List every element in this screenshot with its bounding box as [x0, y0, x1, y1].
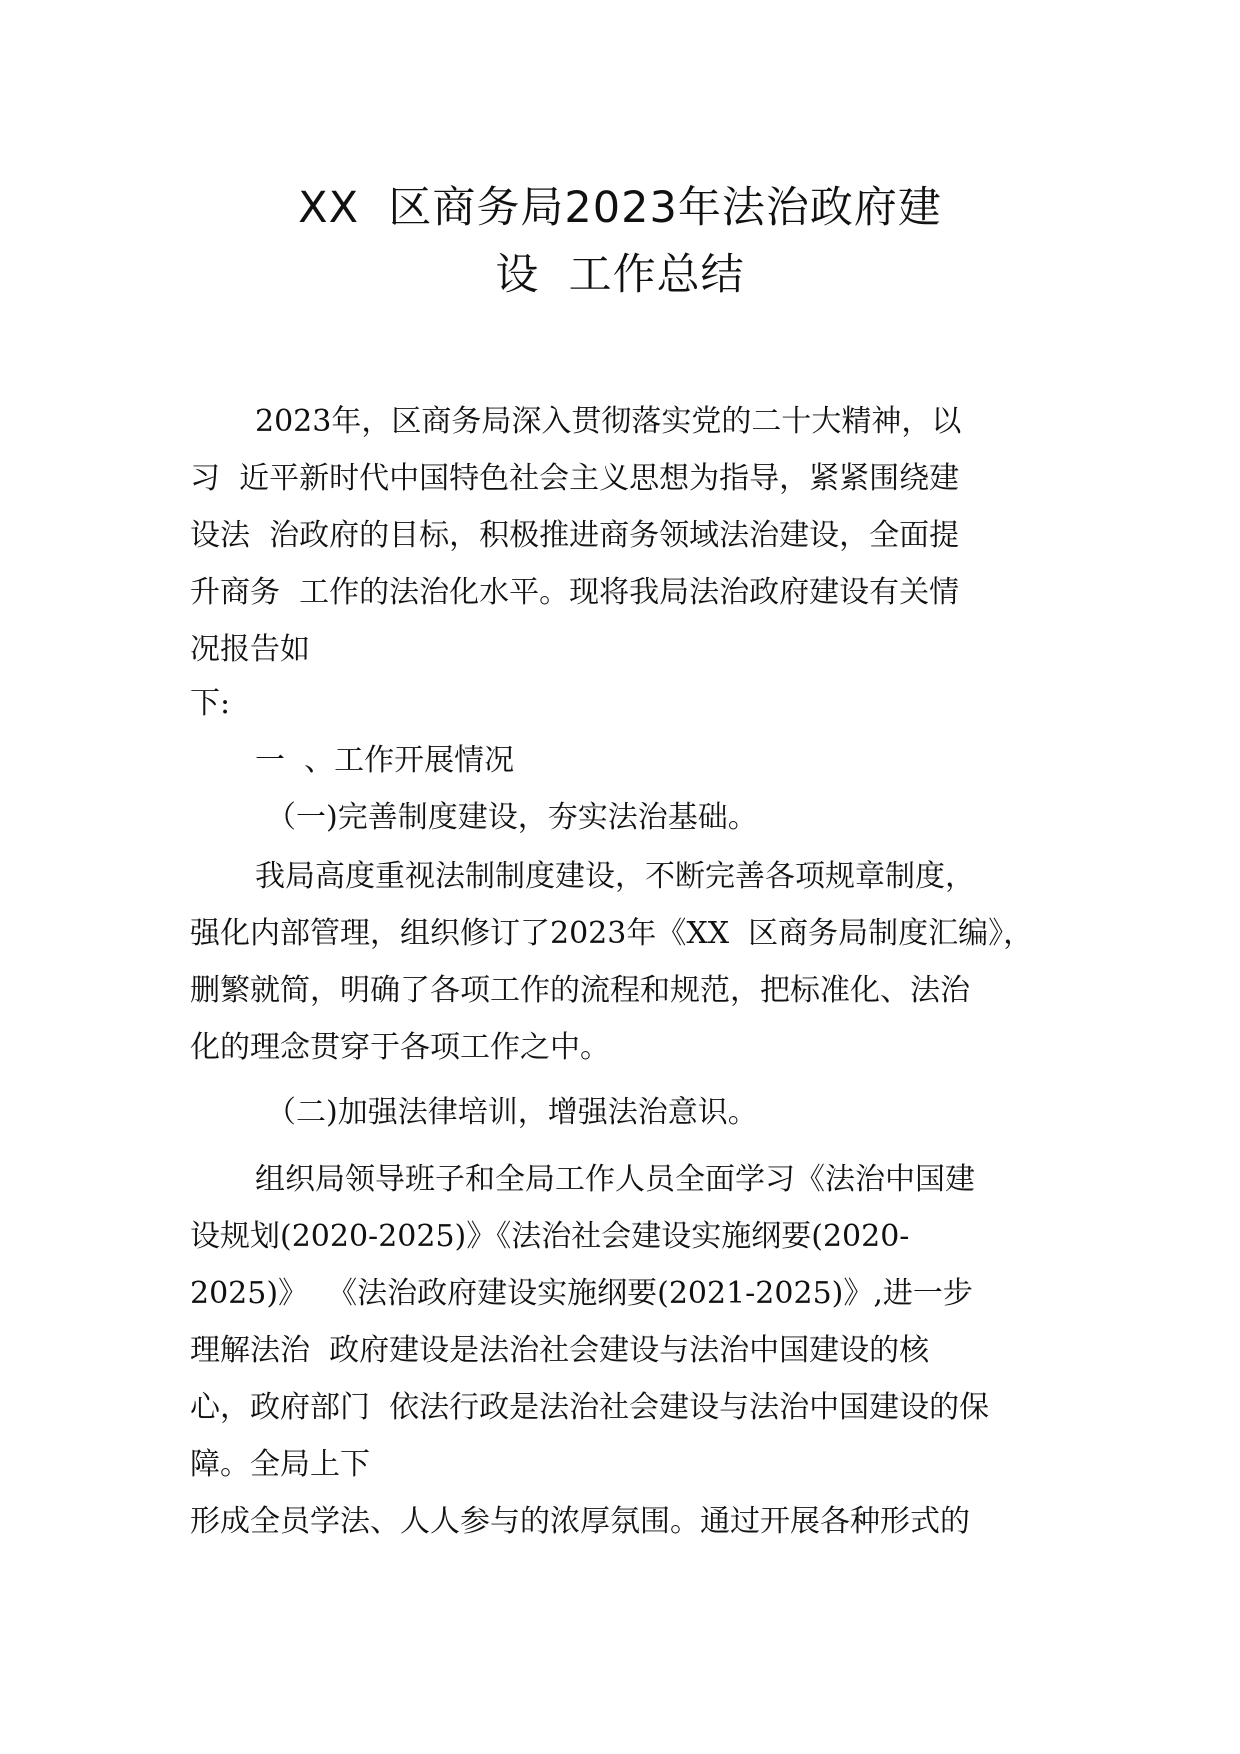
paragraph-2-line-3: 删繁就简，明确了各项工作的流程和规范，把标准化、法治 [190, 973, 970, 1008]
paragraph-2-line-4: 化的理念贯穿于各项工作之中。 [190, 1030, 610, 1065]
paragraph-3-line-1: 组织局领导班子和全局工作人员全面学习《法治中国建 [255, 1162, 975, 1197]
paragraph-2-line-1: 我局高度重视法制制度建设，不断完善各项规章制度， [255, 859, 975, 894]
subsection-heading-2: （二)加强法律培训，增强法治意识。 [266, 1095, 758, 1130]
section-heading-1: 一 、工作开展情况 [255, 743, 515, 778]
paragraph-3-line-4: 理解法治 政府建设是法治社会建设与法治中国建设的核 [190, 1333, 930, 1368]
paragraph-3-line-6: 障。全局上下 [190, 1447, 370, 1482]
paragraph-1-line-4: 升商务 工作的法治化水平。现将我局法治政府建设有关情 [190, 575, 960, 610]
document-title-line-2: 设 工作总结 [495, 250, 745, 300]
subsection-heading-1: （一)完善制度建设，夯实法治基础。 [266, 800, 758, 835]
paragraph-2-line-2: 强化内部管理，组织修订了2023年《XX 区商务局制度汇编》， [190, 916, 1034, 951]
paragraph-1-line-3: 设法 治政府的目标，积极推进商务领域法治建设，全面提 [190, 518, 960, 553]
paragraph-3-line-2: 设规划(2020-2025)》《法治社会建设实施纲要(2020- [190, 1219, 910, 1254]
paragraph-1-line-1: 2023年，区商务局深入贯彻落实党的二十大精神，以 [255, 404, 962, 439]
paragraph-1-line-5: 况报告如 [190, 632, 310, 667]
document-title-line-1: XX 区商务局2023年法治政府建 [298, 183, 942, 233]
paragraph-1-line-2: 习 近平新时代中国特色社会主义思想为指导，紧紧围绕建 [190, 461, 960, 496]
paragraph-3-line-7: 形成全员学法、人人参与的浓厚氛围。通过开展各种形式的 [190, 1504, 970, 1539]
paragraph-1-line-6: 下: [190, 686, 231, 721]
paragraph-3-line-5: 心，政府部门 依法行政是法治社会建设与法治中国建设的保 [190, 1390, 990, 1425]
paragraph-3-line-3: 2025)》 《法治政府建设实施纲要(2021-2025)》,进一步 [190, 1276, 973, 1311]
